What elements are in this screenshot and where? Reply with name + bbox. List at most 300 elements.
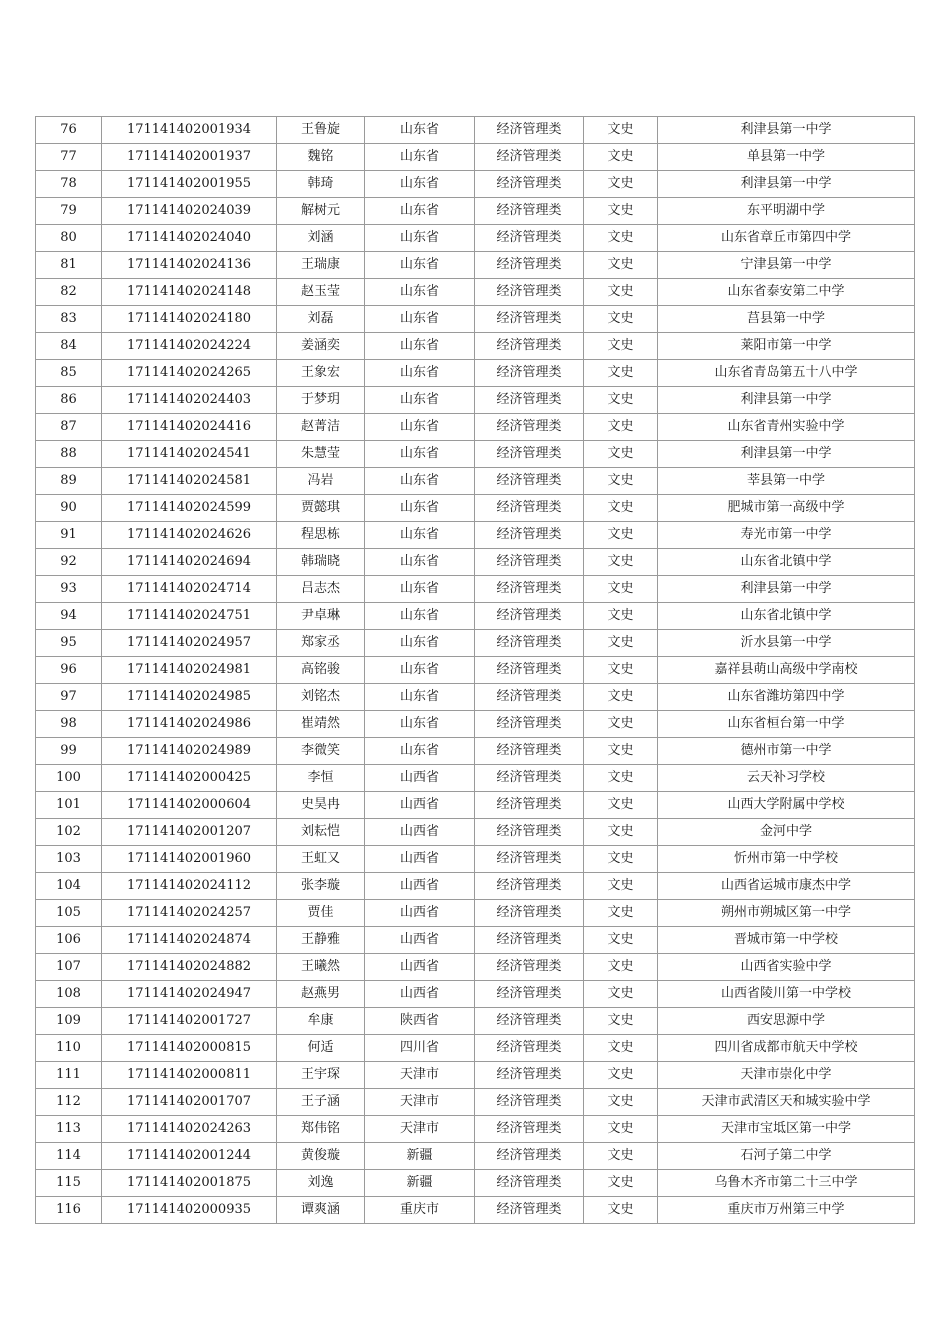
row-number-cell: 100: [36, 765, 102, 792]
major-category-cell: 经济管理类: [475, 954, 584, 981]
major-category-cell: 经济管理类: [475, 414, 584, 441]
student-name-cell: 魏铭: [277, 144, 365, 171]
school-name-cell: 天津市武清区天和城实验中学: [658, 1089, 915, 1116]
table-row: [36, 495, 915, 522]
province-cell: 山西省: [365, 846, 475, 873]
subject-track-cell: 文史: [584, 549, 658, 576]
table-row: [36, 171, 915, 198]
row-number-cell: 116: [36, 1197, 102, 1224]
student-name-cell: 韩琦: [277, 171, 365, 198]
major-category-cell: 经济管理类: [475, 1116, 584, 1143]
row-number-cell: 83: [36, 306, 102, 333]
table-row: [36, 603, 915, 630]
candidate-id-cell: 171141402024986: [102, 711, 277, 738]
row-number-cell: 101: [36, 792, 102, 819]
school-name-cell: 宁津县第一中学: [658, 252, 915, 279]
row-number-cell: 81: [36, 252, 102, 279]
row-number-cell: 92: [36, 549, 102, 576]
subject-track-cell: 文史: [584, 1170, 658, 1197]
school-name-cell: 石河子第二中学: [658, 1143, 915, 1170]
major-category-cell: 经济管理类: [475, 846, 584, 873]
province-cell: 山东省: [365, 630, 475, 657]
school-name-cell: 天津市宝坻区第一中学: [658, 1116, 915, 1143]
table-row: [36, 522, 915, 549]
candidate-id-cell: 171141402024136: [102, 252, 277, 279]
school-name-cell: 山西省实验中学: [658, 954, 915, 981]
major-category-cell: 经济管理类: [475, 1062, 584, 1089]
table-row: [36, 873, 915, 900]
table-row: [36, 927, 915, 954]
school-name-cell: 寿光市第一中学: [658, 522, 915, 549]
table-row: [36, 225, 915, 252]
major-category-cell: 经济管理类: [475, 549, 584, 576]
school-name-cell: 山东省青岛第五十八中学: [658, 360, 915, 387]
student-name-cell: 程思栋: [277, 522, 365, 549]
candidate-id-cell: 171141402024581: [102, 468, 277, 495]
candidate-id-cell: 171141402024957: [102, 630, 277, 657]
province-cell: 山东省: [365, 414, 475, 441]
row-number-cell: 105: [36, 900, 102, 927]
candidate-id-cell: 171141402001207: [102, 819, 277, 846]
subject-track-cell: 文史: [584, 576, 658, 603]
major-category-cell: 经济管理类: [475, 927, 584, 954]
student-name-cell: 韩瑞晓: [277, 549, 365, 576]
candidate-id-cell: 171141402024626: [102, 522, 277, 549]
school-name-cell: 乌鲁木齐市第二十三中学: [658, 1170, 915, 1197]
province-cell: 山东省: [365, 711, 475, 738]
school-name-cell: 金河中学: [658, 819, 915, 846]
subject-track-cell: 文史: [584, 441, 658, 468]
candidate-id-cell: 171141402024148: [102, 279, 277, 306]
school-name-cell: 利津县第一中学: [658, 576, 915, 603]
row-number-cell: 77: [36, 144, 102, 171]
row-number-cell: 86: [36, 387, 102, 414]
candidate-id-cell: 171141402024714: [102, 576, 277, 603]
table-row: [36, 630, 915, 657]
candidate-id-cell: 171141402024039: [102, 198, 277, 225]
table-row: [36, 765, 915, 792]
province-cell: 山西省: [365, 981, 475, 1008]
major-category-cell: 经济管理类: [475, 1008, 584, 1035]
subject-track-cell: 文史: [584, 819, 658, 846]
subject-track-cell: 文史: [584, 954, 658, 981]
candidate-id-cell: 171141402024751: [102, 603, 277, 630]
student-name-cell: 郑家丞: [277, 630, 365, 657]
table-row: [36, 981, 915, 1008]
province-cell: 山东省: [365, 198, 475, 225]
student-name-cell: 谭爽涵: [277, 1197, 365, 1224]
student-name-cell: 高铭骏: [277, 657, 365, 684]
row-number-cell: 82: [36, 279, 102, 306]
row-number-cell: 79: [36, 198, 102, 225]
candidate-id-cell: 171141402024040: [102, 225, 277, 252]
candidate-id-cell: 171141402001934: [102, 117, 277, 144]
subject-track-cell: 文史: [584, 225, 658, 252]
school-name-cell: 山东省潍坊第四中学: [658, 684, 915, 711]
province-cell: 山东省: [365, 738, 475, 765]
subject-track-cell: 文史: [584, 522, 658, 549]
province-cell: 山东省: [365, 144, 475, 171]
subject-track-cell: 文史: [584, 252, 658, 279]
candidate-id-cell: 171141402024112: [102, 873, 277, 900]
table-row: [36, 1089, 915, 1116]
student-name-cell: 王宇琛: [277, 1062, 365, 1089]
subject-track-cell: 文史: [584, 900, 658, 927]
subject-track-cell: 文史: [584, 144, 658, 171]
student-name-cell: 李恒: [277, 765, 365, 792]
candidate-id-cell: 171141402024882: [102, 954, 277, 981]
school-name-cell: 莘县第一中学: [658, 468, 915, 495]
subject-track-cell: 文史: [584, 657, 658, 684]
major-category-cell: 经济管理类: [475, 198, 584, 225]
table-row: [36, 738, 915, 765]
table-row: [36, 1062, 915, 1089]
subject-track-cell: 文史: [584, 1089, 658, 1116]
school-name-cell: 山东省北镇中学: [658, 549, 915, 576]
subject-track-cell: 文史: [584, 1116, 658, 1143]
subject-track-cell: 文史: [584, 1035, 658, 1062]
row-number-cell: 111: [36, 1062, 102, 1089]
province-cell: 山东省: [365, 171, 475, 198]
student-name-cell: 贾佳: [277, 900, 365, 927]
table-row: [36, 387, 915, 414]
student-name-cell: 王瑞康: [277, 252, 365, 279]
row-number-cell: 89: [36, 468, 102, 495]
table-row: [36, 819, 915, 846]
province-cell: 山东省: [365, 468, 475, 495]
row-number-cell: 95: [36, 630, 102, 657]
school-name-cell: 山东省泰安第二中学: [658, 279, 915, 306]
student-name-cell: 张李璇: [277, 873, 365, 900]
school-name-cell: 莱阳市第一中学: [658, 333, 915, 360]
major-category-cell: 经济管理类: [475, 360, 584, 387]
table-row: [36, 441, 915, 468]
province-cell: 山西省: [365, 873, 475, 900]
table-row: [36, 306, 915, 333]
student-name-cell: 史昊冉: [277, 792, 365, 819]
province-cell: 新疆: [365, 1170, 475, 1197]
student-name-cell: 王象宏: [277, 360, 365, 387]
province-cell: 山西省: [365, 819, 475, 846]
major-category-cell: 经济管理类: [475, 684, 584, 711]
student-name-cell: 李微笑: [277, 738, 365, 765]
school-name-cell: 云天补习学校: [658, 765, 915, 792]
row-number-cell: 87: [36, 414, 102, 441]
student-name-cell: 吕志杰: [277, 576, 365, 603]
row-number-cell: 84: [36, 333, 102, 360]
row-number-cell: 76: [36, 117, 102, 144]
table-row: [36, 144, 915, 171]
subject-track-cell: 文史: [584, 630, 658, 657]
province-cell: 山东省: [365, 333, 475, 360]
subject-track-cell: 文史: [584, 927, 658, 954]
subject-track-cell: 文史: [584, 765, 658, 792]
major-category-cell: 经济管理类: [475, 900, 584, 927]
row-number-cell: 102: [36, 819, 102, 846]
row-number-cell: 80: [36, 225, 102, 252]
province-cell: 重庆市: [365, 1197, 475, 1224]
row-number-cell: 103: [36, 846, 102, 873]
row-number-cell: 99: [36, 738, 102, 765]
candidate-id-cell: 171141402024947: [102, 981, 277, 1008]
school-name-cell: 利津县第一中学: [658, 441, 915, 468]
subject-track-cell: 文史: [584, 1008, 658, 1035]
row-number-cell: 88: [36, 441, 102, 468]
table-row: [36, 468, 915, 495]
table-row: [36, 846, 915, 873]
subject-track-cell: 文史: [584, 738, 658, 765]
candidate-id-cell: 171141402024224: [102, 333, 277, 360]
subject-track-cell: 文史: [584, 792, 658, 819]
student-name-cell: 王子涵: [277, 1089, 365, 1116]
province-cell: 天津市: [365, 1062, 475, 1089]
province-cell: 山西省: [365, 792, 475, 819]
row-number-cell: 96: [36, 657, 102, 684]
candidate-id-cell: 171141402024265: [102, 360, 277, 387]
subject-track-cell: 文史: [584, 279, 658, 306]
school-name-cell: 肥城市第一高级中学: [658, 495, 915, 522]
school-name-cell: 晋城市第一中学校: [658, 927, 915, 954]
subject-track-cell: 文史: [584, 1197, 658, 1224]
table-row: [36, 1170, 915, 1197]
candidate-id-cell: 171141402001875: [102, 1170, 277, 1197]
row-number-cell: 113: [36, 1116, 102, 1143]
candidate-id-cell: 171141402024981: [102, 657, 277, 684]
subject-track-cell: 文史: [584, 711, 658, 738]
major-category-cell: 经济管理类: [475, 1143, 584, 1170]
subject-track-cell: 文史: [584, 1062, 658, 1089]
row-number-cell: 108: [36, 981, 102, 1008]
candidate-id-cell: 171141402024257: [102, 900, 277, 927]
major-category-cell: 经济管理类: [475, 1170, 584, 1197]
province-cell: 山东省: [365, 441, 475, 468]
major-category-cell: 经济管理类: [475, 279, 584, 306]
school-name-cell: 嘉祥县萌山高级中学南校: [658, 657, 915, 684]
school-name-cell: 东平明湖中学: [658, 198, 915, 225]
table-row: [36, 1008, 915, 1035]
student-name-cell: 解树元: [277, 198, 365, 225]
school-name-cell: 山东省青州实验中学: [658, 414, 915, 441]
major-category-cell: 经济管理类: [475, 657, 584, 684]
candidate-id-cell: 171141402001960: [102, 846, 277, 873]
candidate-id-cell: 171141402024694: [102, 549, 277, 576]
province-cell: 新疆: [365, 1143, 475, 1170]
province-cell: 山东省: [365, 603, 475, 630]
student-name-cell: 崔靖然: [277, 711, 365, 738]
table-row: [36, 684, 915, 711]
major-category-cell: 经济管理类: [475, 333, 584, 360]
row-number-cell: 93: [36, 576, 102, 603]
table-body: [36, 117, 915, 1224]
row-number-cell: 112: [36, 1089, 102, 1116]
row-number-cell: 98: [36, 711, 102, 738]
subject-track-cell: 文史: [584, 414, 658, 441]
province-cell: 山东省: [365, 387, 475, 414]
table-row: [36, 900, 915, 927]
row-number-cell: 114: [36, 1143, 102, 1170]
school-name-cell: 天津市崇化中学: [658, 1062, 915, 1089]
school-name-cell: 忻州市第一中学校: [658, 846, 915, 873]
school-name-cell: 山东省北镇中学: [658, 603, 915, 630]
student-name-cell: 朱慧莹: [277, 441, 365, 468]
candidate-id-cell: 171141402024403: [102, 387, 277, 414]
student-name-cell: 刘磊: [277, 306, 365, 333]
student-name-cell: 黄俊璇: [277, 1143, 365, 1170]
province-cell: 山东省: [365, 225, 475, 252]
major-category-cell: 经济管理类: [475, 171, 584, 198]
major-category-cell: 经济管理类: [475, 117, 584, 144]
student-name-cell: 刘铭杰: [277, 684, 365, 711]
major-category-cell: 经济管理类: [475, 252, 584, 279]
candidate-id-cell: 171141402024985: [102, 684, 277, 711]
subject-track-cell: 文史: [584, 468, 658, 495]
province-cell: 山西省: [365, 954, 475, 981]
province-cell: 山东省: [365, 495, 475, 522]
table-row: [36, 198, 915, 225]
major-category-cell: 经济管理类: [475, 441, 584, 468]
major-category-cell: 经济管理类: [475, 387, 584, 414]
school-name-cell: 重庆市万州第三中学: [658, 1197, 915, 1224]
major-category-cell: 经济管理类: [475, 711, 584, 738]
student-name-cell: 尹卓琳: [277, 603, 365, 630]
province-cell: 山东省: [365, 306, 475, 333]
school-name-cell: 利津县第一中学: [658, 171, 915, 198]
major-category-cell: 经济管理类: [475, 144, 584, 171]
school-name-cell: 山东省桓台第一中学: [658, 711, 915, 738]
major-category-cell: 经济管理类: [475, 738, 584, 765]
student-name-cell: 刘逸: [277, 1170, 365, 1197]
candidate-id-cell: 171141402000604: [102, 792, 277, 819]
school-name-cell: 利津县第一中学: [658, 387, 915, 414]
table-row: [36, 252, 915, 279]
school-name-cell: 山西大学附属中学校: [658, 792, 915, 819]
province-cell: 山东省: [365, 657, 475, 684]
table-row: [36, 657, 915, 684]
table-row: [36, 360, 915, 387]
province-cell: 山东省: [365, 252, 475, 279]
candidate-id-cell: 171141402024416: [102, 414, 277, 441]
major-category-cell: 经济管理类: [475, 468, 584, 495]
student-name-cell: 赵燕男: [277, 981, 365, 1008]
table-row: [36, 576, 915, 603]
school-name-cell: 朔州市朔城区第一中学: [658, 900, 915, 927]
major-category-cell: 经济管理类: [475, 981, 584, 1008]
row-number-cell: 104: [36, 873, 102, 900]
row-number-cell: 85: [36, 360, 102, 387]
school-name-cell: 四川省成都市航天中学校: [658, 1035, 915, 1062]
province-cell: 山西省: [365, 927, 475, 954]
table-row: [36, 792, 915, 819]
candidate-id-cell: 171141402001955: [102, 171, 277, 198]
major-category-cell: 经济管理类: [475, 1035, 584, 1062]
major-category-cell: 经济管理类: [475, 873, 584, 900]
row-number-cell: 115: [36, 1170, 102, 1197]
major-category-cell: 经济管理类: [475, 819, 584, 846]
student-name-cell: 刘涵: [277, 225, 365, 252]
province-cell: 山东省: [365, 549, 475, 576]
student-name-cell: 刘耘恺: [277, 819, 365, 846]
candidate-id-cell: 171141402024989: [102, 738, 277, 765]
candidate-id-cell: 171141402024599: [102, 495, 277, 522]
row-number-cell: 109: [36, 1008, 102, 1035]
province-cell: 陕西省: [365, 1008, 475, 1035]
province-cell: 山东省: [365, 576, 475, 603]
major-category-cell: 经济管理类: [475, 765, 584, 792]
student-name-cell: 何适: [277, 1035, 365, 1062]
subject-track-cell: 文史: [584, 198, 658, 225]
table-row: [36, 1035, 915, 1062]
school-name-cell: 德州市第一中学: [658, 738, 915, 765]
major-category-cell: 经济管理类: [475, 225, 584, 252]
major-category-cell: 经济管理类: [475, 1089, 584, 1116]
row-number-cell: 78: [36, 171, 102, 198]
major-category-cell: 经济管理类: [475, 1197, 584, 1224]
candidate-id-cell: 171141402001707: [102, 1089, 277, 1116]
candidate-id-cell: 171141402000815: [102, 1035, 277, 1062]
student-name-cell: 王鲁旋: [277, 117, 365, 144]
school-name-cell: 莒县第一中学: [658, 306, 915, 333]
province-cell: 山东省: [365, 279, 475, 306]
student-name-cell: 王静雅: [277, 927, 365, 954]
row-number-cell: 107: [36, 954, 102, 981]
major-category-cell: 经济管理类: [475, 630, 584, 657]
subject-track-cell: 文史: [584, 306, 658, 333]
table-row: [36, 279, 915, 306]
candidate-id-cell: 171141402001937: [102, 144, 277, 171]
table-row: [36, 414, 915, 441]
school-name-cell: 沂水县第一中学: [658, 630, 915, 657]
school-name-cell: 山西省运城市康杰中学: [658, 873, 915, 900]
major-category-cell: 经济管理类: [475, 522, 584, 549]
table-row: [36, 1116, 915, 1143]
table-row: [36, 117, 915, 144]
major-category-cell: 经济管理类: [475, 495, 584, 522]
student-name-cell: 姜涵奕: [277, 333, 365, 360]
student-name-cell: 王虹又: [277, 846, 365, 873]
table-row: [36, 333, 915, 360]
table-row: [36, 954, 915, 981]
candidate-id-cell: 171141402024874: [102, 927, 277, 954]
admission-table: [35, 116, 915, 1224]
province-cell: 天津市: [365, 1089, 475, 1116]
student-name-cell: 贾懿琪: [277, 495, 365, 522]
row-number-cell: 94: [36, 603, 102, 630]
major-category-cell: 经济管理类: [475, 603, 584, 630]
subject-track-cell: 文史: [584, 495, 658, 522]
school-name-cell: 利津县第一中学: [658, 117, 915, 144]
subject-track-cell: 文史: [584, 1143, 658, 1170]
row-number-cell: 110: [36, 1035, 102, 1062]
subject-track-cell: 文史: [584, 333, 658, 360]
school-name-cell: 山西省陵川第一中学校: [658, 981, 915, 1008]
candidate-id-cell: 171141402000425: [102, 765, 277, 792]
student-name-cell: 王曦然: [277, 954, 365, 981]
province-cell: 四川省: [365, 1035, 475, 1062]
student-name-cell: 冯岩: [277, 468, 365, 495]
province-cell: 山东省: [365, 360, 475, 387]
subject-track-cell: 文史: [584, 360, 658, 387]
subject-track-cell: 文史: [584, 981, 658, 1008]
province-cell: 山西省: [365, 765, 475, 792]
province-cell: 山西省: [365, 900, 475, 927]
student-name-cell: 牟康: [277, 1008, 365, 1035]
candidate-id-cell: 171141402001727: [102, 1008, 277, 1035]
student-name-cell: 赵菁洁: [277, 414, 365, 441]
major-category-cell: 经济管理类: [475, 792, 584, 819]
school-name-cell: 山东省章丘市第四中学: [658, 225, 915, 252]
subject-track-cell: 文史: [584, 684, 658, 711]
school-name-cell: 单县第一中学: [658, 144, 915, 171]
